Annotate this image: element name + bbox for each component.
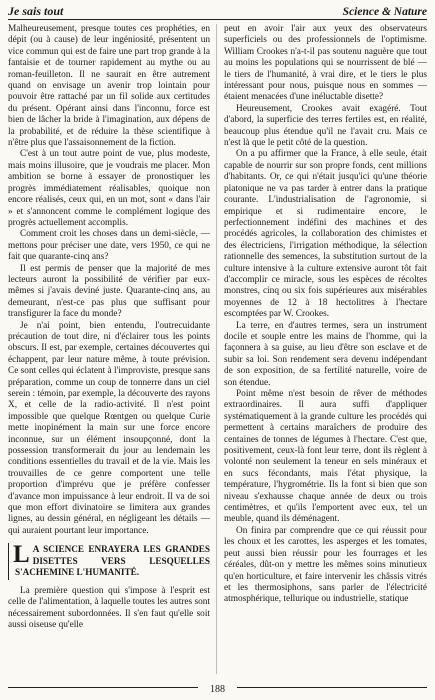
right-column — [224, 24, 427, 678]
paragraph: Comment croit les choses dans un demi-siècle, — mettons pour préciser une date, vers 1950, ce qui ne fait que quarante-cinq ans? — [8, 229, 210, 263]
drop-cap: L — [13, 541, 30, 569]
paragraph: On finira par comprendre que ce qui réussit pour les choux et les carottes, les asperges et les tomates, peut aussi bien réussir pour les fourrages et les céréales, dût-on y mettre les mêmes soins minutieux qu'en horticulture, et faire intervenir les châssis vitrés et les thermosiphons, sans parler de l'électricité atmosphérique, tellurique ou industrielle, statique — [224, 525, 427, 605]
paragraph: On a pu affirmer que la France, à elle seule, était capable de nourrir sur son propre fonds, cent millions d'habitants. Or, ce qui n'était jusqu'ici qu'une théorie platonique ne va pas tarder à entrer dans la pratique courante. L'industrialisation de l'agronomie, si empirique et si rudimentaire encore, le perfectionnement indéfini des machines et des procédés agricoles, la collaboration des chimistes et des électriciens, l'irrigation méthodique, la sélection rationnelle des semences, la substitution surtout de la culture intensive à la culture extensive auront tôt fait d'accomplir ce miracle, sous les espèces de récoltes monstres, cinq ou six fois supérieures aux misérables moyennes de 12 à 18 hectolitres à l'hectare escomptées par W. Crookes. — [224, 149, 427, 320]
paragraph: Il est permis de penser que la majorité de mes lecteurs auront la possibilité de vérifier par eux-mêmes si j'avais deviné juste. Quarante-cinq ans, au demeurant, n'est-ce pas plus que suffisant pour transfigurer la face du monde? — [8, 263, 210, 320]
section-heading — [8, 543, 210, 580]
paragraph: Heureusement, Crookes avait exagéré. Tout d'abord, la superficie des terres fertiles est, en réalité, beaucoup plus étendue qu'il ne l'avait cru. Mais ce n'est là que le petit côté de la question. — [224, 103, 427, 149]
running-header — [8, 4, 427, 18]
paragraph: C'est à un tout autre point de vue, plus modeste, mais moins illusoire, que je voudrais me placer. Mon ambition se borne à essayer de pronostiquer les progrès immédiatement réalisables, quoique non encore réalisés, ceux qui, en un mot, sont « dans l'air » et s'annoncent comme le complément logique des progrès actuellement accomplis. — [8, 149, 210, 228]
magazine-title: Je sais tout — [8, 4, 64, 18]
paragraph: peut en avoir l'air aux yeux des observateurs superficiels ou des professionnels de l'optimisme. William Crookes n'a-t-il pas soutenu naguère que tout au moins les populations qui se nourrissent de blé — le tiers de l'humanité, à vrai dire, et le tiers le plus intéressant pour nous, puisque nous en sommes — étaient menacées d'une inéluctable disette? — [224, 24, 427, 103]
section-heading-text: A SCIENCE ENRAYERA LES GRANDES DISETTES VERS LESQUELLES S'ACHEMINE L'HUMANITÉ. — [15, 544, 210, 578]
section-title: Science & Nature — [342, 6, 427, 18]
paragraph: La première question qui s'impose à l'esprit est celle de l'alimentation, à laquelle toutes les autres sont nécessairement subordonnées. Il s'en faut qu'elle soit aussi oiseuse qu'elle — [8, 586, 210, 631]
paragraph: Je n'ai point, bien entendu, l'outrecuidante précaution de tout dire, ni d'éclairer tous les points obscurs. Il est, par exemple, certaines découvertes qui échappent, par leur nature même, à toute prévision. Ce sont celles qui éclatent à l'improviste, presque sans préparation, comme un coup de tonnerre dans un ciel serein : témoin, par exemple, la découverte des rayons X, et celle de la radio-activité. Il n'est point impossible que quelque Rœntgen ou quelque Curie mette inopinément la main sur une force encore inconnue, sur un élément insoupçonné, dont la possession transformerait du jour au lendemain les conditions essentielles du travail et de la vie. Mais les trouvailles de ce genre comportent une telle proportion d'imprévu que je préfère confesser d'avance mon impuissance à leur endroit. Il va de soi que mon effort divinatoire se limitera aux grandes lignes, au dessin général, en négligeant les détails — qui auraient pourtant leur importance. — [8, 320, 210, 536]
header-rule — [8, 19, 427, 20]
paragraph: Malheureusement, presque toutes ces prophéties, en dépit (ou à cause) de leur ingéniosité, présentent un vice commun qui est de faire une part trop grande à la fantaisie et de tourner rapidement au mythe ou au roman-feuilleton. Il ne saurait en être autrement quand on envisage un avenir trop lointain pour pouvoir être rattaché par un fil solide aux certitudes du présent. Opérant ainsi dans l'inconnu, force est bien de lâcher la bride à l'imagination, aux dépens de la probabilité, et de réduire la thèse scientifique à n'être plus que l'assaisonnement de la fiction. — [8, 24, 210, 149]
paragraph: Point même n'est besoin de rêver de méthodes extraordinaires. Il aura suffi d'appliquer systématiquement à la grande culture les procédés qui permettent à certains maraîchers de produire des centaines de tonnes de légumes à l'hectare. C'est que, positivement, ceux-là font leur terre, dont ils règlent à volonté non seulement la teneur en sels minéraux et en sucs fécondants, mais l'état physique, la température, l'hygrométrie. Ils la font si bien que son niveau s'exhausse chaque année de deux ou trois centimètres, et qu'ils l'emportent avec eux, tel un meuble, quand ils déménagent. — [224, 389, 427, 525]
column-divider — [216, 24, 217, 674]
left-column — [8, 24, 210, 678]
paragraph: La terre, en d'autres termes, sera un instrument docile et souple entre les mains de l'homme, qui la façonnera à sa guise, au lieu d'être son esclave et de subir sa loi. Son rendement sera devenu indépendant de son exposition, de sa fertilité naturelle, voire de son étendue. — [224, 320, 427, 388]
page-number: 188 — [210, 684, 225, 695]
